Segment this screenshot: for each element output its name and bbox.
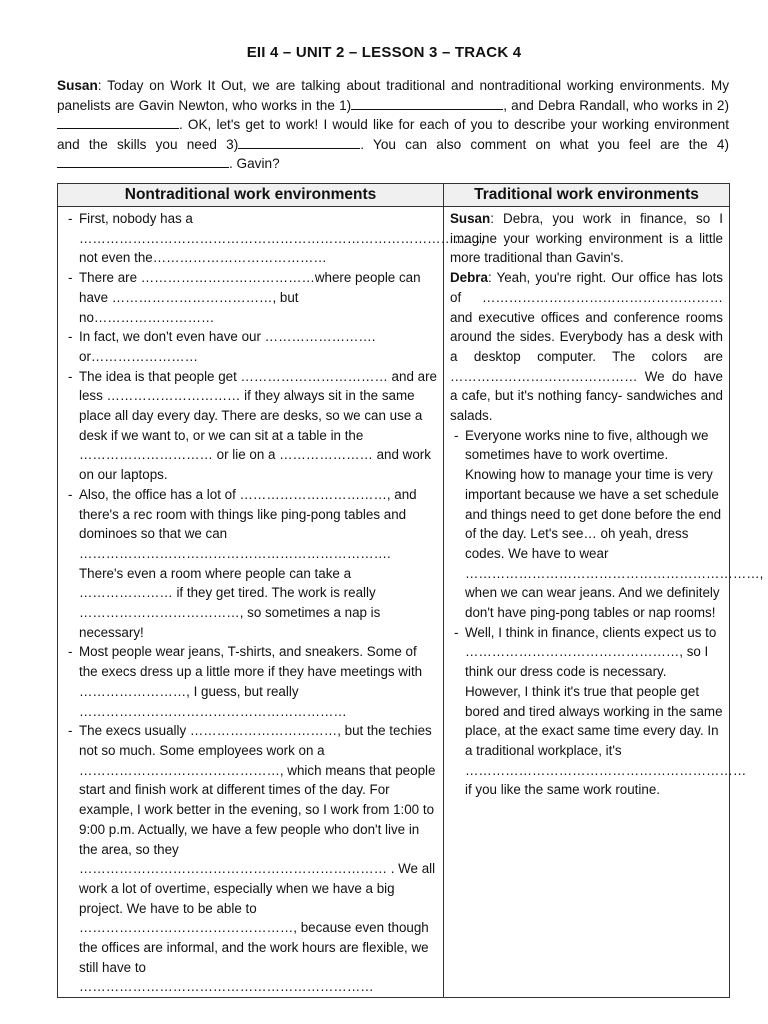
list-item: - Everyone works nine to five, although we sometimes have to work overtime. Knowing how to manage your time is very important because we have a set schedule and things need to get done before the end of the day. Let's see… oh yeah, dress codes. We have to wear …………………………………………………………, when we can wear jeans. And we definitely don't have ping-pong tables or nap rooms! <box>450 426 723 623</box>
traditional-list <box>450 426 764 800</box>
dialog-text: : Yeah, you're right. Our office has lots of ……………………………………………… and executive offices and conference rooms around the sides. Everybody has a desk with a desktop computer. The colors are …………………………………… We do have a cafe, but it's nothing fancy- sandwiches and salads. <box>450 270 723 424</box>
list-item: - The idea is that people get …………………………… and are less ………………………… if they always sit in the same place all day every day. There are desks, so we can use a desk if we want to, or we can sit at a table in the ………………………… or lie on a ………………… and work on our laptops. <box>64 367 437 485</box>
dialog-speaker: Susan <box>450 211 491 226</box>
header-traditional: Traditional work environments <box>444 184 730 207</box>
traditional-column <box>444 207 764 998</box>
page-title: EII 4 – UNIT 2 – LESSON 3 – TRACK 4 <box>246 44 522 61</box>
intro-text-1: : Today on Work It Out, we are talking about traditional and nontraditional working environments. My panelists are Gavin Newton, who works in the 1) <box>57 78 729 113</box>
intro-text-5: . Gavin? <box>229 156 280 172</box>
blank-1[interactable] <box>351 96 503 110</box>
dialog-block <box>450 209 723 426</box>
intro-text-2: , and Debra Randall, who works in 2) <box>503 97 729 113</box>
intro-text-3: . OK, let's get to work! I would like for each of you to describe your working environment and the skills you need 3) <box>57 117 729 152</box>
list-item: - Most people wear jeans, T-shirts, and sneakers. Some of the execs dress up a little more if they have meetings with ……………………, I guess, but really …………………………………………………… <box>64 642 437 721</box>
blank-4[interactable] <box>57 154 229 168</box>
dialog-speaker: Debra <box>450 270 488 286</box>
blank-3[interactable] <box>238 135 360 149</box>
dialog-text: : Debra, you work in finance, so I imagine your working environment is a little more traditional than Gavin's. <box>450 211 723 266</box>
worksheet-table <box>57 183 764 998</box>
dialog-line <box>450 209 723 268</box>
list-item: - In fact, we don't even have our ……………………. or…………………… <box>64 327 437 366</box>
intro-speaker: Susan <box>57 78 98 93</box>
list-item: - There are …………………………………where people can have ………………………………, but no……………………… <box>64 268 437 327</box>
dialog-line <box>450 268 723 426</box>
list-item: - Well, I think in finance, clients expect us to …………………………………………, so I think our dress code is necessary. However, I think it's true that people get bored and tired always working in the same place, at the exact same time every day. In a traditional workplace, it's ……………………………………………………… if you like the same work routine. <box>450 623 723 800</box>
list-item: - The execs usually ……………………………, but the techies not so much. Some employees work on a ………………………………………, which means that people start and finish work at different times of the day. For example, I work better in the evening, so I work from 1:00 to 9:00 p.m. Actually, we have a few people who don't live in the area, so they …………………………………………………………… . We all work a lot of overtime, especially when we have a big project. We have to be able to …………………………………………, because even though the offices are informal, and the work hours are flexible, we still have to ………………………………………………………… <box>64 721 437 997</box>
list-item: - Also, the office has a lot of ……………………………, and there's a rec room with things like ping-pong tables and dominoes so that we can ……………………………………………………………. There's even a room where people can take a ………………… if they get tired. The work is really ………………………………, so sometimes a nap is necessary! <box>64 485 437 643</box>
blank-2[interactable] <box>57 115 179 129</box>
header-nontraditional: Nontraditional work environments <box>58 184 444 207</box>
intro-text-4: . You can also comment on what you feel are the 4) <box>360 136 729 152</box>
intro-paragraph <box>57 76 729 174</box>
list-item: - First, nobody has a ………………………………………………………………………………, not even the………………………………… <box>64 209 437 268</box>
